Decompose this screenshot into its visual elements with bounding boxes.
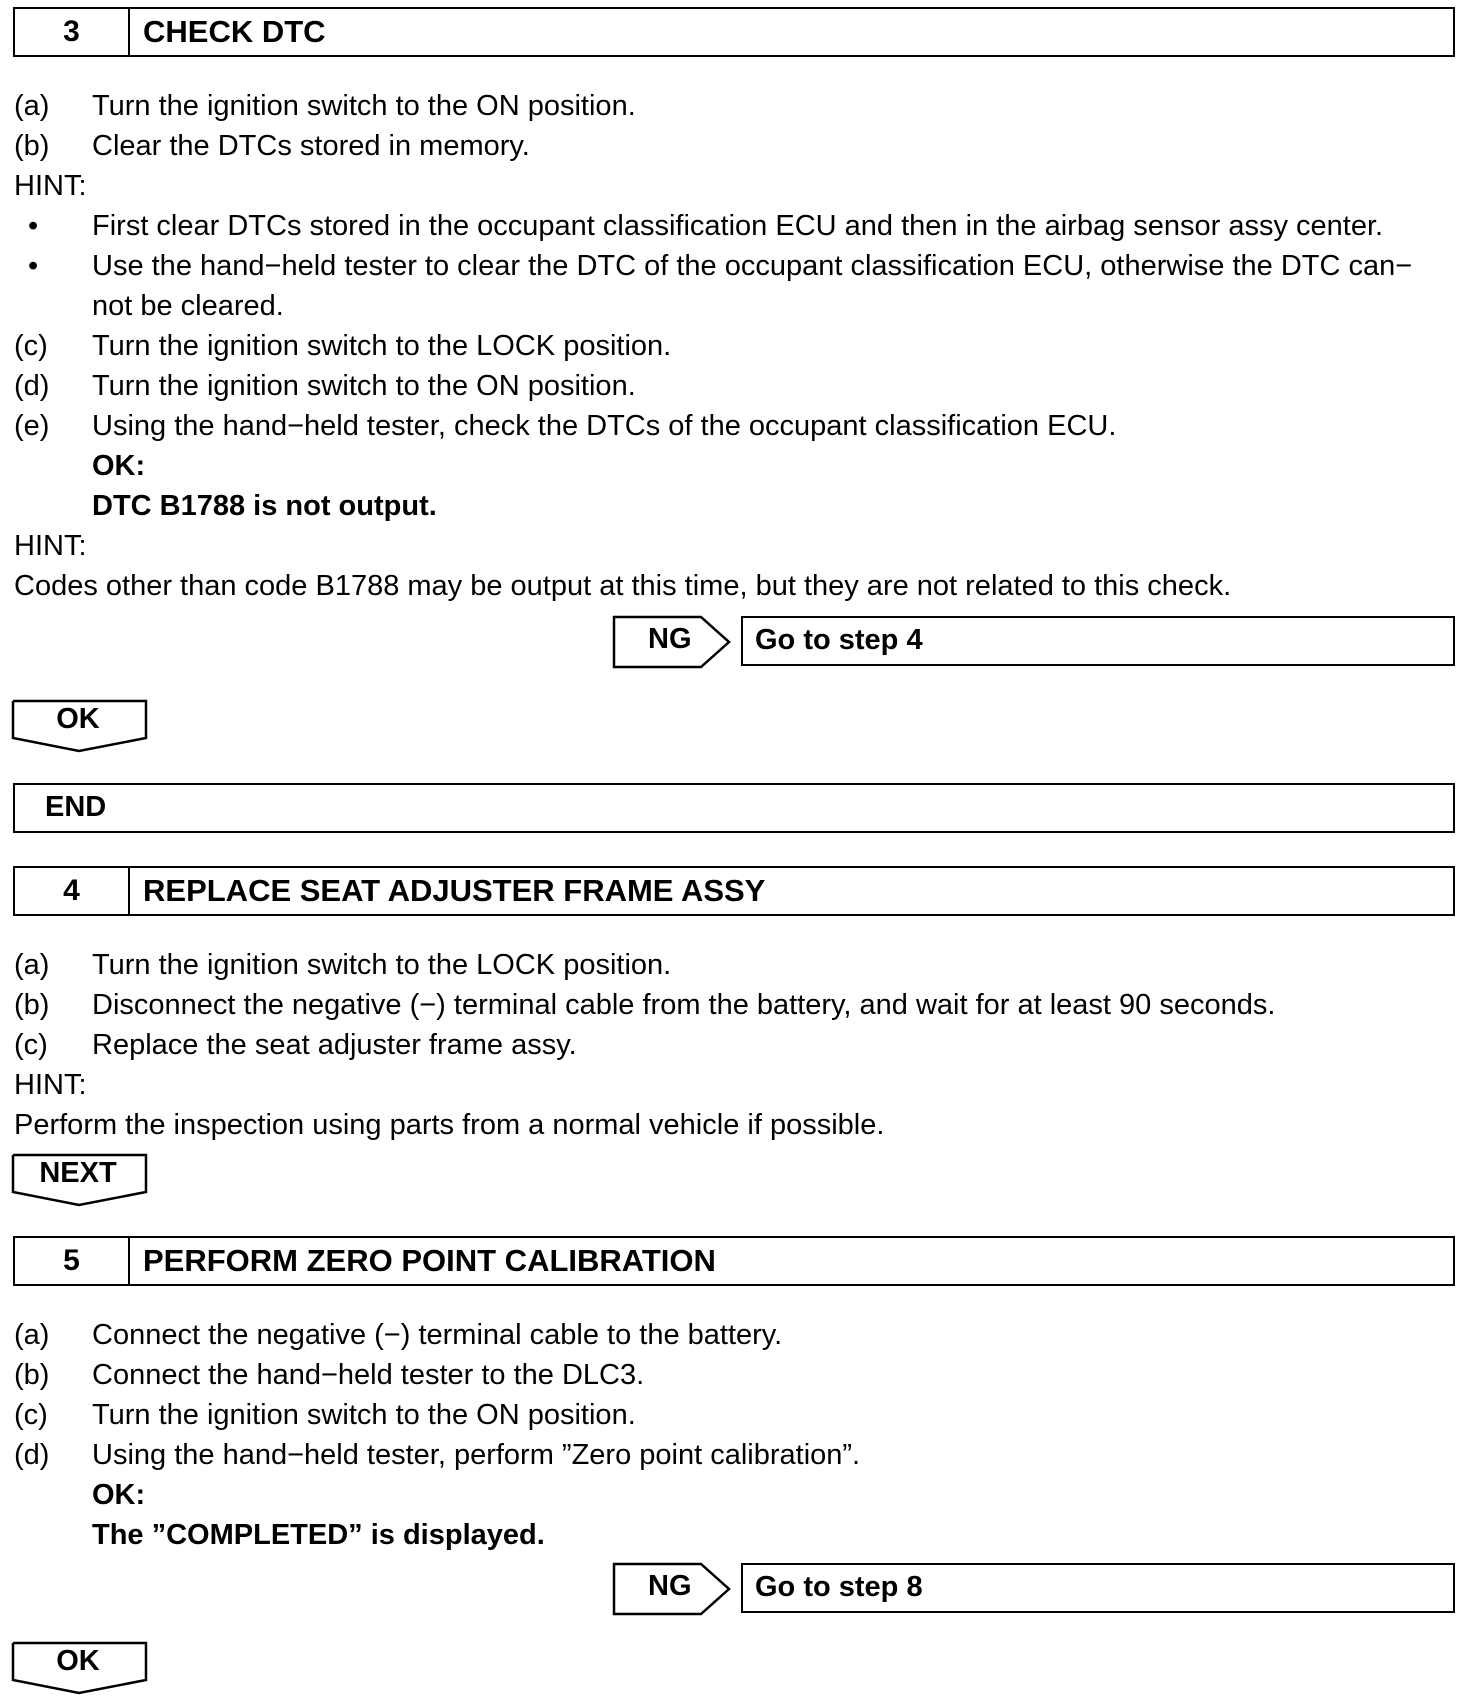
goto-label: Go to step 8 xyxy=(755,1571,923,1603)
hint-label: HINT: xyxy=(14,170,87,202)
item-text: Replace the seat adjuster frame assy. xyxy=(92,1029,577,1061)
goto-label: Go to step 4 xyxy=(755,624,923,656)
step-3-header xyxy=(13,7,1455,57)
item-text: Clear the DTCs stored in memory. xyxy=(92,130,530,162)
ng-label: NG xyxy=(648,623,692,655)
goto-step-8-button[interactable] xyxy=(741,1563,1455,1613)
item-label: (e) xyxy=(14,410,50,442)
ok-flow-label: OK xyxy=(56,1645,100,1677)
item-label: (c) xyxy=(14,1399,48,1431)
step-5-header xyxy=(13,1236,1455,1286)
bullet-icon: • xyxy=(28,210,39,242)
step-number: 5 xyxy=(15,1238,130,1284)
bullet-text: First clear DTCs stored in the occupant classification ECU and then in the airbag sensor assy center. xyxy=(92,210,1384,242)
item-text: Using the hand−held tester, check the DTCs of the occupant classification ECU. xyxy=(92,410,1117,442)
step-title: REPLACE SEAT ADJUSTER FRAME ASSY xyxy=(143,873,766,908)
item-text: Turn the ignition switch to the LOCK position. xyxy=(92,949,672,981)
bullet-icon: • xyxy=(28,250,39,282)
item-label: (c) xyxy=(14,330,48,362)
item-text: Turn the ignition switch to the ON position. xyxy=(92,90,636,122)
item-label: (d) xyxy=(14,370,50,402)
item-label: (c) xyxy=(14,1029,48,1061)
item-text: Disconnect the negative (−) terminal cable from the battery, and wait for at least 90 seconds. xyxy=(92,989,1276,1021)
item-label: (a) xyxy=(14,949,50,981)
hint-text: Perform the inspection using parts from a normal vehicle if possible. xyxy=(14,1109,885,1141)
ng-label: NG xyxy=(648,1570,692,1602)
item-label: (a) xyxy=(14,1319,50,1351)
next-flow-label: NEXT xyxy=(39,1157,117,1189)
ok-criteria-label: OK: xyxy=(92,1479,146,1511)
step-title: PERFORM ZERO POINT CALIBRATION xyxy=(143,1243,716,1278)
item-text: Using the hand−held tester, perform ”Zero point calibration”. xyxy=(92,1439,861,1471)
item-label: (a) xyxy=(14,90,50,122)
item-label: (b) xyxy=(14,1359,50,1391)
step-4-header xyxy=(13,866,1455,916)
step-number: 4 xyxy=(15,868,130,914)
ok-criteria-text: The ”COMPLETED” is displayed. xyxy=(92,1519,545,1551)
ok-criteria-label: OK: xyxy=(92,450,146,482)
item-label: (d) xyxy=(14,1439,50,1471)
end-label: END xyxy=(45,791,107,823)
ok-flow-label: OK xyxy=(56,703,100,735)
step-number: 3 xyxy=(15,9,130,55)
item-text: Turn the ignition switch to the ON position. xyxy=(92,370,636,402)
item-text: Turn the ignition switch to the LOCK position. xyxy=(92,330,672,362)
end-box xyxy=(13,783,1455,833)
item-text: Turn the ignition switch to the ON position. xyxy=(92,1399,636,1431)
hint-label: HINT: xyxy=(14,530,87,562)
goto-step-4-button[interactable] xyxy=(741,616,1455,666)
ok-criteria-text: DTC B1788 is not output. xyxy=(92,490,437,522)
item-text: Connect the negative (−) terminal cable to the battery. xyxy=(92,1319,783,1351)
hint-text: Codes other than code B1788 may be output at this time, but they are not related to this check. xyxy=(14,570,1232,602)
bullet-text: Use the hand−held tester to clear the DTC of the occupant classification ECU, otherwise the DTC can− xyxy=(92,250,1413,282)
step-title: CHECK DTC xyxy=(143,14,326,49)
item-text: Connect the hand−held tester to the DLC3. xyxy=(92,1359,645,1391)
hint-label: HINT: xyxy=(14,1069,87,1101)
bullet-text-continued: not be cleared. xyxy=(92,290,284,322)
item-label: (b) xyxy=(14,130,50,162)
item-label: (b) xyxy=(14,989,50,1021)
